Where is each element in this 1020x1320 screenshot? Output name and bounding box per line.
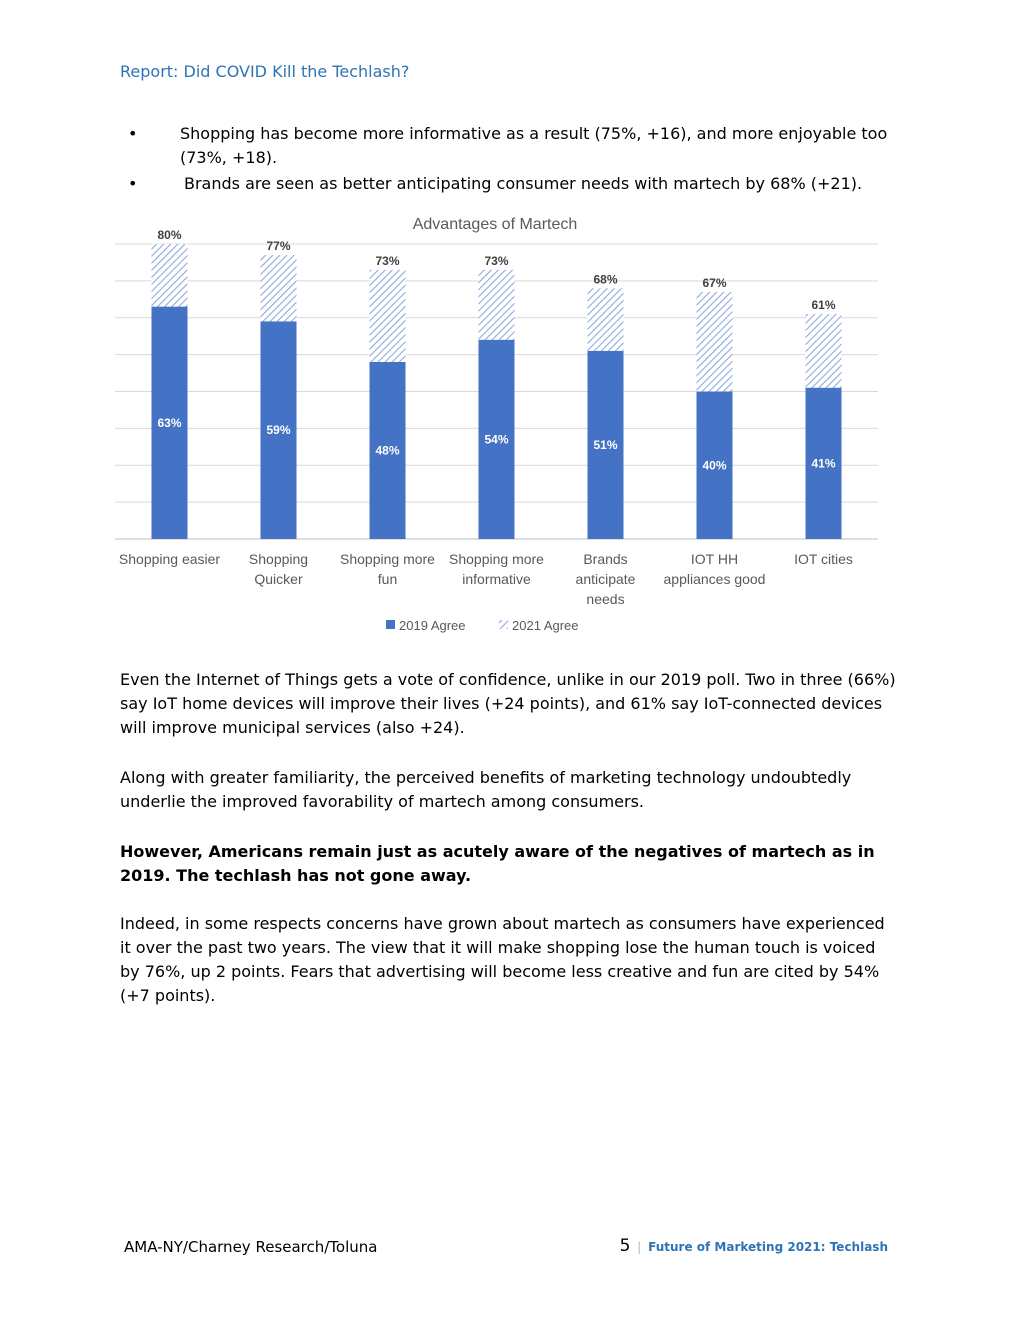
category-label: appliances good: [663, 571, 766, 587]
data-label-2021: 73%: [484, 253, 509, 268]
page-header-title: Report: Did COVID Kill the Techlash?: [120, 62, 410, 81]
chart-canvas: [110, 205, 890, 645]
bullet-text: Brands are seen as better anticipating consumer needs with martech by 68% (+21).: [184, 174, 863, 193]
category-label: needs: [586, 591, 625, 607]
footer-separator: |: [637, 1240, 642, 1254]
category-label: Brands: [583, 551, 628, 567]
category-label: Quicker: [254, 571, 303, 587]
chart-legend: [386, 618, 579, 633]
category-label: IOT cities: [794, 551, 853, 567]
data-label-2019: 59%: [266, 423, 291, 438]
category-label: Shopping more: [449, 551, 544, 567]
bullet-list: [120, 122, 900, 198]
category-label: Shopping: [248, 551, 309, 567]
chart-title: Advantages of Martech: [412, 216, 578, 233]
bullet-item: [120, 172, 900, 196]
paragraph-familiarity: Along with greater familiarity, the perceived benefits of marketing technology undoubtedly underlie the improved favorability of martech among consumers.: [120, 768, 852, 811]
paragraph-concerns: Indeed, in some respects concerns have grown about martech as consumers have experienced it over the past two years. The view that it will make shopping lose the human touch is voiced by 76%, up 2 points. Fears that advertising will become less creative and fun are cited by 54% (+7 points).: [120, 914, 885, 1005]
category-label: informative: [462, 571, 531, 587]
legend-label-2019: 2019 Agree: [399, 618, 466, 633]
data-label-2019: 51%: [593, 437, 618, 452]
data-label-2021: 80%: [157, 228, 182, 242]
data-label-2021: 61%: [811, 298, 836, 313]
data-label-2019: 48%: [375, 443, 400, 458]
footer-page-info: [620, 1236, 888, 1256]
data-label-2021: 68%: [593, 272, 618, 287]
data-label-2019: 41%: [811, 456, 836, 471]
data-label-2019: 40%: [702, 458, 727, 473]
data-label-2021: 67%: [702, 275, 727, 290]
data-label-2021: 77%: [266, 239, 291, 254]
paragraph-iot: Even the Internet of Things gets a vote of confidence, unlike in our 2019 poll. Two in three (66%) say IoT home devices will improve their lives (+24 points), and 61% say IoT-connected devices will improve municipal services (also +24).: [120, 670, 896, 737]
category-label: IOT HH: [690, 551, 739, 567]
legend-swatch-2019: [386, 620, 395, 629]
category-label: Shopping more: [340, 551, 435, 567]
chart-bars: [152, 228, 842, 539]
bullet-marker: •: [128, 124, 138, 143]
paragraph-techlash-bold: However, Americans remain just as acutely aware of the negatives of martech as in 2019. The techlash has not gone away.: [120, 842, 875, 885]
data-label-2021: 73%: [375, 253, 400, 268]
category-label: fun: [377, 571, 398, 587]
data-label-2019: 54%: [484, 432, 509, 447]
data-label-2019: 63%: [157, 415, 182, 430]
chart-category-labels: [119, 551, 853, 607]
footer-doc-title: Future of Marketing 2021: Techlash: [648, 1240, 888, 1254]
bullet-text: Shopping has become more informative as a result (75%, +16), and more enjoyable too (73%, +18).: [180, 124, 888, 167]
category-label: anticipate: [575, 571, 636, 587]
page-number: 5: [619, 1236, 631, 1256]
bullet-marker: •: [128, 174, 138, 193]
martech-advantages-chart: [110, 205, 890, 645]
category-label: Shopping easier: [118, 551, 221, 567]
legend-swatch-2021: [499, 620, 508, 629]
footer-source: AMA-NY/Charney Research/Toluna: [124, 1238, 378, 1256]
bullet-item: [120, 122, 900, 170]
legend-label-2021: 2021 Agree: [512, 618, 579, 633]
